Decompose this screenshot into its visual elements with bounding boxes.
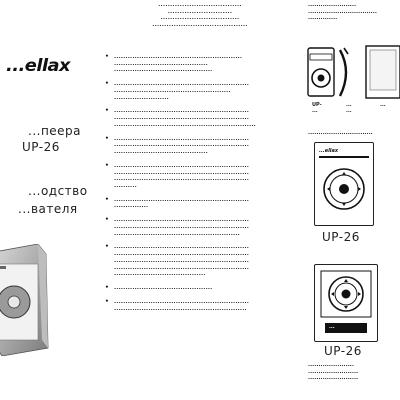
- cover-model: UP-26: [22, 140, 60, 154]
- bullet-icon: •: [105, 80, 110, 88]
- list-item: • ........................................................ ......................................... ...........................................: [105, 53, 243, 74]
- figure-label-cable: ... ...: [346, 102, 352, 114]
- device-brand-label-2: ...: [329, 324, 335, 330]
- bullet-icon: •: [105, 161, 110, 169]
- device-caption-2: UP-26: [324, 344, 362, 358]
- list-item: • ........................................................... ................................................... ........................: [105, 80, 250, 101]
- device-photo: [0, 244, 54, 356]
- connection-text: ....................... ................................. ..............: [308, 2, 377, 22]
- bullet-icon: •: [105, 134, 110, 142]
- footer-text: ...................... ........................ ........................: [308, 362, 359, 382]
- bullet-icon: •: [105, 243, 110, 251]
- bullet-icon: •: [105, 216, 110, 224]
- device-wheel-2: [315, 265, 377, 341]
- list-item: • ........................................................... ........................................................... ........................................................... ........................................................... ........................................: [105, 243, 250, 278]
- list-item: • ........................................................... ........................................................... .........................................: [105, 134, 250, 156]
- list-item: • ........................................................... ........................................................... .......................................................: [105, 216, 250, 237]
- bullet-icon: •: [105, 284, 110, 292]
- device-diagram-front: [314, 142, 374, 226]
- cover-column: [0, 0, 100, 400]
- device-brand-label: ...ellax: [319, 148, 339, 154]
- cover-heading-manual: ...одство: [28, 184, 88, 198]
- bullet-icon: •: [105, 297, 110, 305]
- list-item: • ........................................................... ..........................................................: [105, 297, 250, 312]
- brand-logo: ...ellax: [6, 56, 71, 76]
- bullet-icon: •: [105, 53, 110, 60]
- bullet-icon: •: [105, 107, 110, 115]
- device-caption-1: UP-26: [322, 230, 360, 244]
- figure-label-computer: ...: [380, 102, 386, 108]
- instruction-list: [104, 54, 298, 319]
- device-diagram-back: [314, 264, 378, 342]
- bullet-icon: •: [105, 195, 110, 203]
- cover-heading-player: ...пеера: [28, 124, 82, 138]
- diagram-column: [300, 0, 400, 400]
- list-item: • ...........................................: [105, 284, 213, 292]
- section-header: ................................... ........................... ................................. ........................................: [152, 2, 248, 28]
- list-item: • ........................................................... ........................................................... ..............................................................: [105, 107, 256, 128]
- controls-text: ...............................: [308, 130, 373, 136]
- figure-label-player: UP- ...: [312, 102, 322, 114]
- list-item: • ........................................................... ........................................................... ........................................................... ..........: [105, 161, 250, 189]
- list-item: • ........................................................... ...............: [105, 195, 250, 210]
- cover-heading-user: ...вателя: [18, 202, 78, 216]
- device-wheel: [315, 143, 373, 225]
- instructions-column: [100, 0, 300, 400]
